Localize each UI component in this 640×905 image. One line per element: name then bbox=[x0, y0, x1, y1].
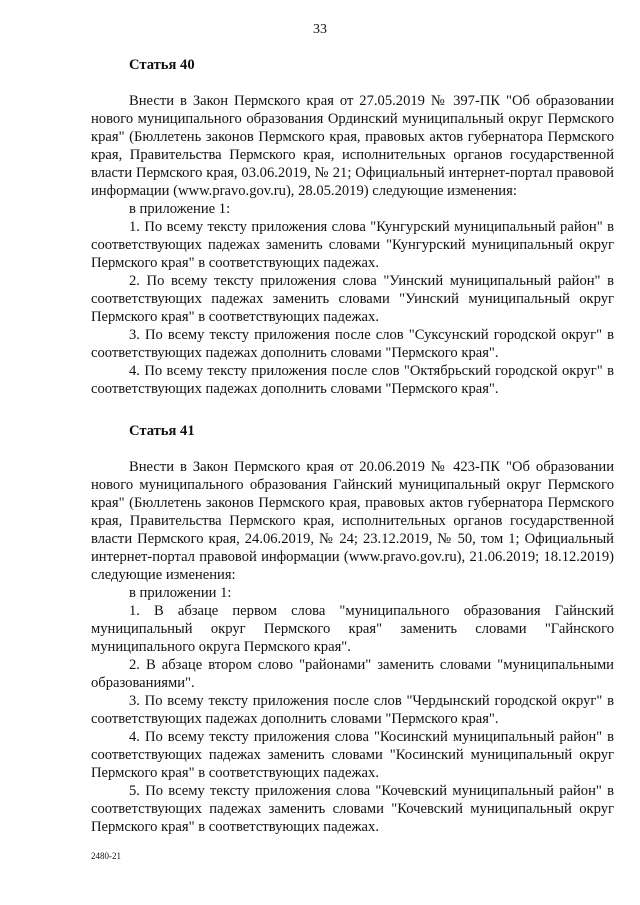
article-40-sub: в приложение 1: bbox=[129, 201, 231, 217]
document-body bbox=[91, 56, 614, 836]
document-code: 2480-21 bbox=[91, 851, 121, 861]
article-41-item-3: 3. По всему тексту приложения после слов "Чердынский городской округ" в соответствующих падежах дополнить словами "Пермского края". bbox=[91, 693, 614, 727]
article-41-sub: в приложении 1: bbox=[129, 585, 232, 601]
page-number: 33 bbox=[313, 22, 327, 37]
article-40-item-4: 4. По всему тексту приложения после слов "Октябрьский городской округ" в соответствующих падежах дополнить словами "Пермского края". bbox=[91, 363, 614, 397]
article-40-item-3: 3. По всему тексту приложения после слов "Суксунский городской округ" в соответствующих падежах дополнить словами "Пермского края". bbox=[91, 327, 614, 361]
article-41-intro: Внести в Закон Пермского края от 20.06.2019 № 423-ПК "Об образовании нового муниципального образования Гайнский муниципальный округ Пермского края" (Бюллетень законов Пермского края, правовых актов губернатора Пермского края, Правительства Пермского края, исполнительных органов государственной власти Пермского края, 24.06.2019, № 24; 23.12.2019, № 50, том 1; Официальный интернет-портал правовой информации (www.pravo.gov.ru), 21.06.2019; 18.12.2019) следующие изменения: bbox=[91, 459, 614, 583]
article-41-item-4: 4. По всему тексту приложения слова "Косинский муниципальный район" в соответствующих падежах заменить словами "Косинский муниципальный округ Пермского края" в соответствующих падежах. bbox=[91, 729, 614, 781]
article-41-heading: Статья 41 bbox=[129, 423, 195, 439]
article-40-intro: Внести в Закон Пермского края от 27.05.2019 № 397-ПК "Об образовании нового муниципального образования Ординский муниципальный округ Пермского края" (Бюллетень законов Пермского края, правовых актов губернатора Пермского края, Правительства Пермского края, исполнительных органов государственной власти Пермского края, 03.06.2019, № 21; Официальный интернет-портал правовой информации (www.pravo.gov.ru), 28.05.2019) следующие изменения: bbox=[91, 93, 614, 199]
article-40-heading: Статья 40 bbox=[129, 57, 195, 73]
article-41-item-1: 1. В абзаце первом слова "муниципального образования Гайнский муниципальный округ Пермского края" заменить словами "Гайнского муниципального округа Пермского края". bbox=[91, 603, 614, 655]
article-41-item-2: 2. В абзаце втором слово "районами" заменить словами "муниципальными образованиями". bbox=[91, 657, 614, 691]
article-40-item-1: 1. По всему тексту приложения слова "Кунгурский муниципальный район" в соответствующих падежах заменить словами "Кунгурский муниципальный округ Пермского края" в соответствующих падежах. bbox=[91, 219, 614, 271]
article-40-item-2: 2. По всему тексту приложения слова "Уинский муниципальный район" в соответствующих падежах заменить словами "Уинский муниципальный округ Пермского края" в соответствующих падежах. bbox=[91, 273, 614, 325]
article-41-item-5: 5. По всему тексту приложения слова "Кочевский муниципальный район" в соответствующих падежах заменить словами "Кочевский муниципальный округ Пермского края" в соответствующих падежах. bbox=[91, 783, 614, 835]
